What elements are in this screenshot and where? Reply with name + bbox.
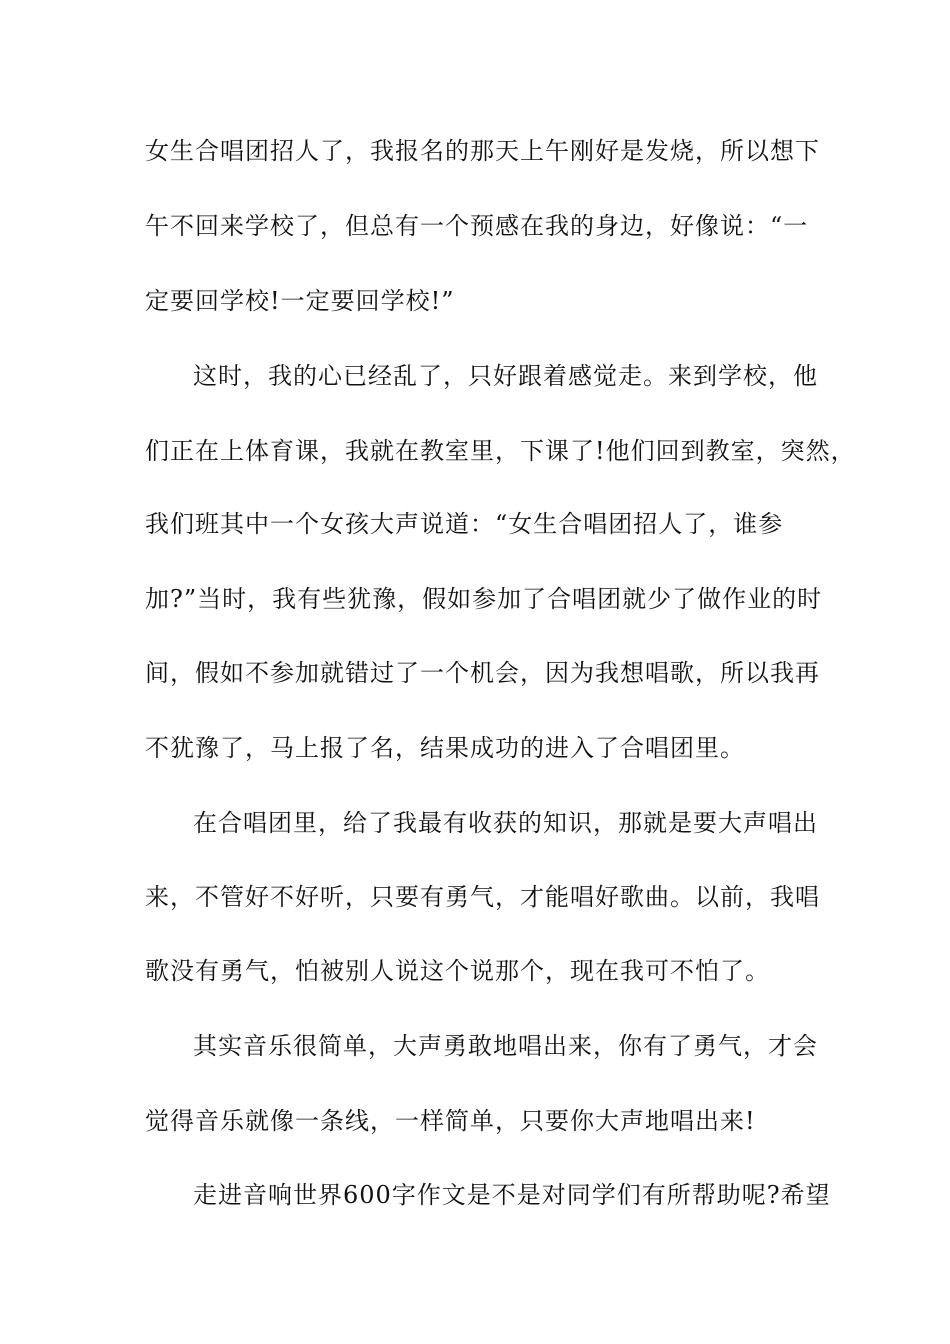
paragraph-line: 在合唱团里，给了我最有收获的知识，那就是要大声唱出 — [193, 809, 818, 837]
paragraph-line: 间，假如不参加就错过了一个机会，因为我想唱歌，所以我再 — [145, 659, 820, 687]
paragraph-line: 这时，我的心已经乱了，只好跟着感觉走。来到学校，他 — [193, 362, 818, 390]
paragraph-line: 午不回来学校了，但总有一个预感在我的身边，好像说：“一 — [145, 212, 809, 240]
paragraph-line: 走进音响世界600字作文是不是对同学们有所帮助呢?希望 — [193, 1181, 831, 1209]
paragraph-line: 不犹豫了，马上报了名，结果成功的进入了合唱团里。 — [145, 734, 745, 762]
paragraph-line: 觉得音乐就像一条线，一样简单，只要你大声地唱出来! — [145, 1107, 756, 1135]
paragraph-line: 其实音乐很简单，大声勇敢地唱出来，你有了勇气，才会 — [193, 1032, 818, 1060]
paragraph-line: 定要回学校!一定要回学校!” — [145, 287, 455, 315]
paragraph-line: 女生合唱团招人了，我报名的那天上午刚好是发烧，所以想下 — [145, 137, 820, 165]
paragraph-line: 们正在上体育课，我就在教室里，下课了!他们回到教室，突然， — [145, 437, 856, 465]
paragraph-line: 来，不管好不好听，只要有勇气，才能唱好歌曲。以前，我唱 — [145, 883, 820, 911]
paragraph-line: 歌没有勇气，怕被别人说这个说那个，现在我可不怕了。 — [145, 957, 770, 985]
paragraph-line: 我们班其中一个女孩大声说道：“女生合唱团招人了，谁参 — [145, 510, 784, 538]
paragraph-line: 加?”当时，我有些犹豫，假如参加了合唱团就少了做作业的时 — [145, 585, 823, 613]
